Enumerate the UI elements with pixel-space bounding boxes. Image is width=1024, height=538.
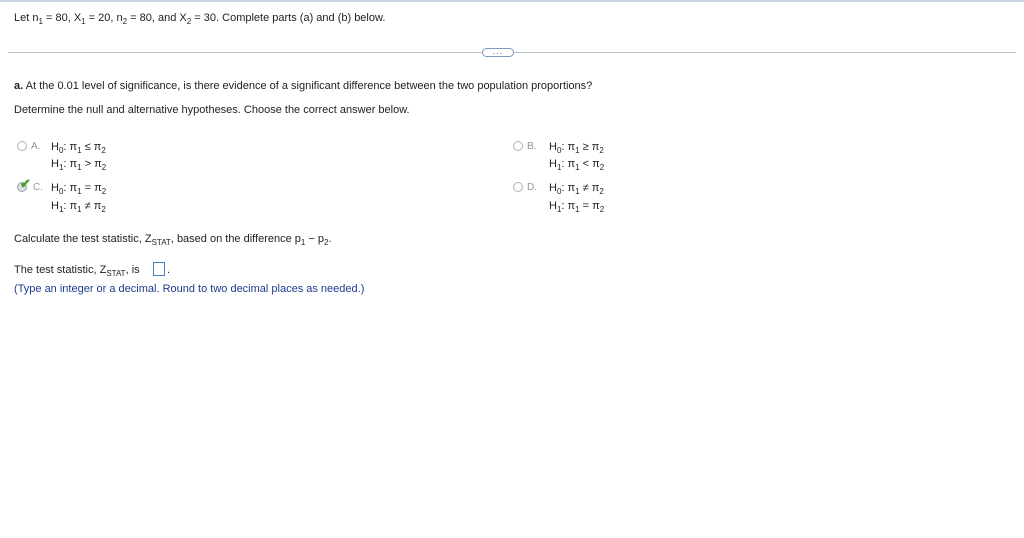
- option-b-letter: B.: [527, 141, 537, 152]
- part-a-question-text: At the 0.01 level of significance, is there evidence of a significant difference between the two population proportions?: [25, 80, 593, 92]
- option-c-h0: $H_0$: $\pi_1 = \pi_2$: [51, 182, 107, 196]
- more-button[interactable]: [482, 45, 514, 57]
- part-a-instruction: Determine the null and alternative hypotheses. Choose the correct answer below.: [14, 104, 410, 116]
- test-statistic-prompt: Calculate the test statistic, $Z_{STAT}$, based on the difference $p_1 - p_2$.: [14, 233, 332, 247]
- problem-statement: Let $n_1 = 80$, $X_1 = 20$, $n_2 = 80$, and $X_2 = 30$. Complete parts (a) and (b) below.: [14, 12, 386, 26]
- test-statistic-answer-prompt: The test statistic, $Z_{STAT}$, is: [14, 264, 140, 278]
- option-b-radio[interactable]: [513, 141, 523, 151]
- option-c-letter: C.: [33, 182, 43, 193]
- answer-period: .: [167, 264, 171, 276]
- part-a-label: a.: [14, 80, 24, 92]
- problem-suffix: Complete parts (a) and (b) below.: [222, 12, 386, 24]
- option-d-h1: $H_1$: $\pi_1 = \pi_2$: [549, 200, 605, 214]
- option-a-letter: A.: [31, 141, 41, 152]
- n1-value: 80: [55, 12, 68, 24]
- checkmark-icon: ✔: [20, 176, 31, 191]
- rounding-hint: (Type an integer or a decimal. Round to two decimal places as needed.): [14, 283, 365, 295]
- option-a-h1: $H_1$: $\pi_1 > \pi_2$: [51, 158, 107, 172]
- ellipsis-icon: ...: [492, 45, 504, 56]
- x1-value: 20: [98, 12, 111, 24]
- option-d-radio[interactable]: [513, 182, 523, 192]
- option-b-h1: $H_1$: $\pi_1 < \pi_2$: [549, 158, 605, 172]
- option-a-radio[interactable]: [17, 141, 27, 151]
- option-a-h0: $H_0$: $\pi_1 \le \pi_2$: [51, 141, 106, 155]
- option-c-h1: $H_1$: $\pi_1 \ne \pi_2$: [51, 200, 106, 214]
- part-a-question: [14, 80, 592, 92]
- top-border: [0, 0, 1024, 2]
- option-d-letter: D.: [527, 182, 537, 193]
- option-d-h0: $H_0$: $\pi_1 \ne \pi_2$: [549, 182, 604, 196]
- n2-value: 80: [139, 12, 152, 24]
- test-statistic-input[interactable]: [153, 262, 165, 276]
- x2-value: 30: [203, 12, 217, 24]
- option-b-h0: $H_0$: $\pi_1 \ge \pi_2$: [549, 141, 604, 155]
